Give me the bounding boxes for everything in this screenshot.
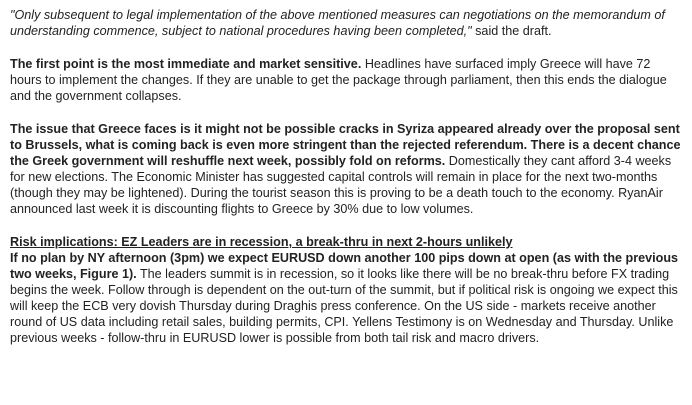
quote-attribution: said the draft. <box>471 24 552 38</box>
first-point-body: Headlines have surfaced imply Greece will have 72 hours to implement the changes. If they are unable to get the package through parliament, then this ends the dialogue and the government collapses. <box>10 57 667 103</box>
first-point-paragraph <box>10 56 682 104</box>
quote-paragraph <box>10 7 682 39</box>
greece-issue-lead: The issue that Greece faces is it might not be possible cracks in Syriza appeared already over the proposal sent to Brussels, what is coming back is even more stringent than the rejected referendum. There is a decent chance the Greek government will reshuffle next week, possibly fold on reforms. <box>10 122 681 168</box>
risk-implications-heading: Risk implications: EZ Leaders are in recession, a break-thru in next 2-hours unlikely <box>10 235 513 249</box>
greece-issue-paragraph <box>10 121 682 217</box>
risk-implications-paragraph <box>10 234 682 346</box>
risk-implications-body: The leaders summit is in recession, so it looks like there will be no break-thru before FX trading begins the week. Follow through is dependent on the out-turn of the summit, but if political risk is ongoing we expect this will keep the ECB very dovish Thursday during Draghis press conference. On the US side - markets receive another round of US data including retail sales, building permits, CPI. Yellens Testimony is on Wednesday and Thursday. Unlike previous weeks - follow-thru in EURUSD lower is possible from both tail risk and macro drivers. <box>10 267 678 345</box>
risk-implications-lead: If no plan by NY afternoon (3pm) we expect EURUSD down another 100 pips down at open (as with the previous two weeks, Figure 1). <box>10 251 679 281</box>
document-body <box>10 7 682 346</box>
greece-issue-body: Domestically they cant afford 3-4 weeks for new elections. The Economic Minister has suggested capital controls will remain in place for the next two-months (though they may be lightened). During the tourist season this is proving to be a death touch to the economy. RyanAir announced last week it is discounting flights to Greece by 30% due to low volumes. <box>10 154 672 216</box>
draft-quote: "Only subsequent to legal implementation of the above mentioned measures can negotiations on the memorandum of understanding commence, subject to national procedures having been completed," <box>10 8 665 38</box>
first-point-lead: The first point is the most immediate and market sensitive. <box>10 57 362 71</box>
